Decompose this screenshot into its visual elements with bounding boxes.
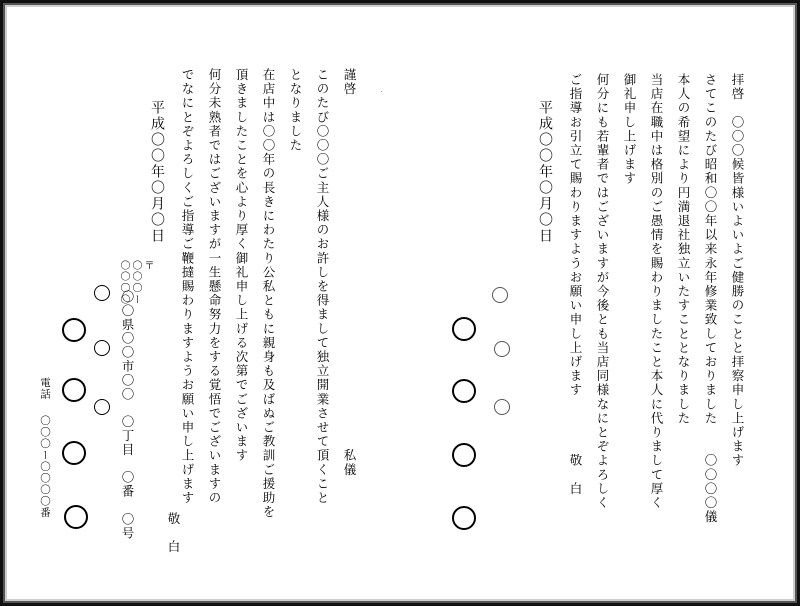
seal-circle-large xyxy=(452,506,476,530)
left-letter-line-1: 謹啓 私儀 xyxy=(342,68,357,477)
seal-circle-large xyxy=(64,505,88,529)
right-letter-line-6: 何分にも若輩者ではございますが今後とも当店同様なにとぞよろしく xyxy=(595,73,610,511)
left-letter-line-3: となりました xyxy=(288,68,303,153)
seal-circle-small xyxy=(494,399,510,415)
right-letter-line-1: 拝啓 〇〇〇候皆様いよいよご健勝のことと拝察申し上げます xyxy=(730,73,745,468)
seal-circle-large xyxy=(62,441,86,465)
speck-mark xyxy=(381,91,382,92)
seal-circle-small xyxy=(94,285,110,301)
seal-circle-small xyxy=(94,399,110,415)
seal-circle-large xyxy=(452,317,476,341)
left-letter-line-4: 在店中は〇〇年の長きにわたり公私ともに親身も及ばぬご教訓ご援助を xyxy=(261,68,276,520)
phone-label: 電話 xyxy=(39,377,51,400)
sender-address: 〇〇県〇〇市〇〇 〇丁目 〇番 〇号 xyxy=(120,290,135,541)
left-letter-closing: 敬 白 xyxy=(166,512,181,555)
seal-circle-large xyxy=(62,378,86,402)
right-letter-line-7: ご指導お引立て賜わりますようお願い申し上げます 敬 白 xyxy=(568,73,583,496)
right-letter-line-4: 当店在職中は格別のご愚情を賜わりましたこと本人に代りまして厚く xyxy=(649,73,664,511)
seal-circle-large xyxy=(62,318,86,342)
right-letter-line-3: 本人の希望により円満退社独立いたすこととなりました xyxy=(676,73,691,426)
right-letter-line-2: さてこのたび昭和〇〇年以来永年修業致しておりました 〇〇〇〇儀 xyxy=(703,73,718,525)
left-letter-line-2: このたび〇〇〇ご主人様のお許しを得まして独立開業させて頂くこと xyxy=(315,68,330,506)
seal-circle-large xyxy=(452,379,476,403)
seal-circle-large xyxy=(452,443,476,467)
right-letter-line-5: 御礼申し上げます xyxy=(622,73,637,186)
left-letter-date: 平成〇〇年〇月〇日 xyxy=(149,100,165,244)
phone-number: 〇〇〇ー〇〇〇〇番 xyxy=(39,415,51,519)
right-letter-date: 平成〇〇年〇月〇日 xyxy=(537,100,553,244)
seal-circle-small xyxy=(94,340,110,356)
postal-code: 〒 〇〇〇ー 〇〇〇〇 xyxy=(118,260,153,306)
left-letter-line-7: でなにとぞよろしくご指導ご鞭撻賜わりますようお願い申し上げます xyxy=(180,68,195,506)
left-letter-line-6: 何分未熟者ではございますが一生懸命努力をする覚悟でございますの xyxy=(207,68,222,506)
seal-circle-small xyxy=(492,287,508,303)
seal-circle-small xyxy=(494,341,510,357)
left-letter-line-5: 頂きましたことを心より厚く御礼申し上げる次第でございます xyxy=(234,68,249,463)
